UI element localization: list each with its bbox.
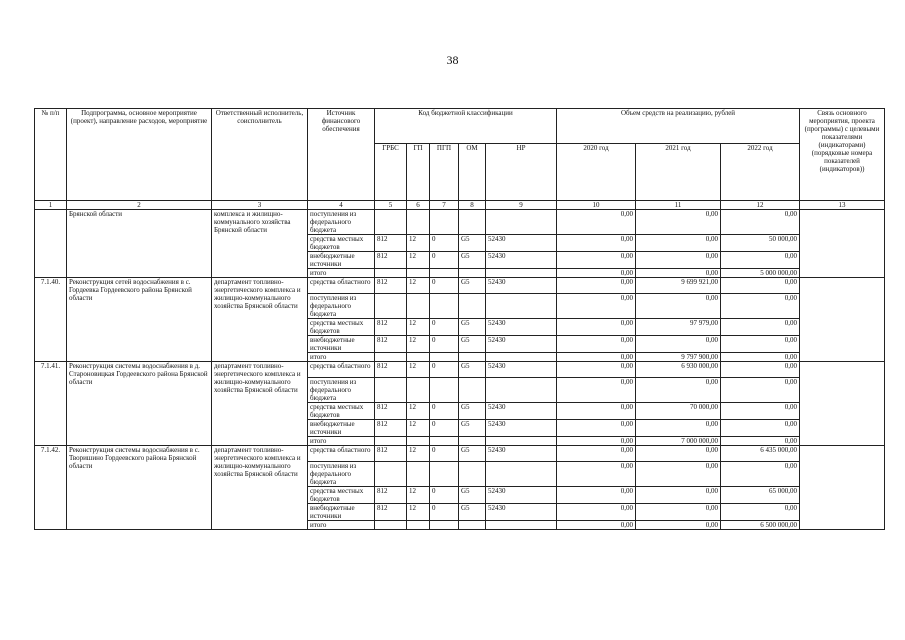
pgp-code — [430, 353, 459, 362]
gp-code — [407, 378, 430, 403]
column-number: 2 — [67, 201, 212, 210]
column-number: 6 — [407, 201, 430, 210]
amount-2022: 0,00 — [721, 336, 800, 353]
pgp-code: 0 — [430, 403, 459, 420]
funding-source: внебюджетные источники — [308, 420, 375, 437]
np-code — [486, 269, 557, 278]
item-number: 7.1.41. — [35, 362, 67, 446]
funding-source: средства местных бюджетов — [308, 403, 375, 420]
gp-code: 12 — [407, 446, 430, 462]
column-number: 12 — [721, 201, 800, 210]
amount-2020: 0,00 — [557, 378, 636, 403]
grbs-code — [375, 210, 407, 235]
funding-source: итого — [308, 269, 375, 278]
column-number: 1 — [35, 201, 67, 210]
gp-code: 12 — [407, 487, 430, 504]
grbs-code — [375, 521, 407, 530]
amount-2020: 0,00 — [557, 252, 636, 269]
header-2021: 2021 год — [636, 144, 721, 201]
amount-2021: 0,00 — [636, 294, 721, 319]
amount-2021: 9 699 921,00 — [636, 278, 721, 294]
np-code: 52430 — [486, 446, 557, 462]
np-code: 52430 — [486, 336, 557, 353]
grbs-code: 812 — [375, 446, 407, 462]
table-body — [35, 210, 885, 530]
amount-2020: 0,00 — [557, 278, 636, 294]
grbs-code: 812 — [375, 319, 407, 336]
header-budget-code: Код бюджетной классификации — [375, 109, 557, 144]
funding-source: поступления из федерального бюджета — [308, 210, 375, 235]
header-gp: ГП — [407, 144, 430, 201]
column-number: 13 — [800, 201, 885, 210]
amount-2021: 0,00 — [636, 487, 721, 504]
funding-source: средства областного — [308, 278, 375, 294]
np-code: 52430 — [486, 235, 557, 252]
grbs-code: 812 — [375, 420, 407, 437]
gp-code — [407, 462, 430, 487]
grbs-code — [375, 353, 407, 362]
om-code: G5 — [459, 420, 486, 437]
grbs-code — [375, 269, 407, 278]
amount-2021: 0,00 — [636, 378, 721, 403]
gp-code: 12 — [407, 235, 430, 252]
item-number: 7.1.42. — [35, 446, 67, 530]
grbs-code: 812 — [375, 487, 407, 504]
amount-2021: 0,00 — [636, 235, 721, 252]
om-code: G5 — [459, 487, 486, 504]
column-numbers-row — [35, 201, 885, 210]
om-code — [459, 294, 486, 319]
np-code — [486, 437, 557, 446]
amount-2020: 0,00 — [557, 521, 636, 530]
column-number: 8 — [459, 201, 486, 210]
amount-2021: 0,00 — [636, 252, 721, 269]
amount-2022: 5 000 000,00 — [721, 269, 800, 278]
budget-table — [34, 108, 885, 530]
pgp-code: 0 — [430, 278, 459, 294]
column-number: 3 — [212, 201, 308, 210]
np-code — [486, 462, 557, 487]
amount-2022: 0,00 — [721, 437, 800, 446]
amount-2021: 7 000 000,00 — [636, 437, 721, 446]
item-number: 7.1.40. — [35, 278, 67, 362]
column-number: 4 — [308, 201, 375, 210]
om-code — [459, 353, 486, 362]
header-om: ОМ — [459, 144, 486, 201]
amount-2020: 0,00 — [557, 504, 636, 521]
om-code — [459, 210, 486, 235]
header-executor: Ответственный исполнитель, соисполнитель — [212, 109, 308, 201]
pgp-code: 0 — [430, 319, 459, 336]
table-row — [35, 278, 885, 294]
amount-2020: 0,00 — [557, 437, 636, 446]
amount-2022: 0,00 — [721, 403, 800, 420]
amount-2021: 6 930 000,00 — [636, 362, 721, 378]
grbs-code: 812 — [375, 278, 407, 294]
header-num: № п/п — [35, 109, 67, 201]
om-code — [459, 521, 486, 530]
np-code: 52430 — [486, 319, 557, 336]
amount-2022: 0,00 — [721, 420, 800, 437]
np-code: 52430 — [486, 252, 557, 269]
gp-code — [407, 521, 430, 530]
om-code: G5 — [459, 403, 486, 420]
om-code — [459, 437, 486, 446]
amount-2020: 0,00 — [557, 269, 636, 278]
om-code — [459, 269, 486, 278]
column-number: 10 — [557, 201, 636, 210]
grbs-code: 812 — [375, 362, 407, 378]
om-code: G5 — [459, 252, 486, 269]
amount-2021: 0,00 — [636, 420, 721, 437]
amount-2021: 70 000,00 — [636, 403, 721, 420]
amount-2022: 0,00 — [721, 278, 800, 294]
amount-2022: 50 000,00 — [721, 235, 800, 252]
amount-2022: 0,00 — [721, 462, 800, 487]
grbs-code: 812 — [375, 235, 407, 252]
amount-2022: 0,00 — [721, 362, 800, 378]
item-executor: департамент топливно-энергетического комплекса и жилищно-коммунального хозяйства Брянской области — [212, 362, 308, 446]
gp-code — [407, 353, 430, 362]
funding-source: итого — [308, 353, 375, 362]
gp-code: 12 — [407, 504, 430, 521]
amount-2021: 0,00 — [636, 210, 721, 235]
funding-source: поступления из федерального бюджета — [308, 462, 375, 487]
amount-2021: 97 979,00 — [636, 319, 721, 336]
gp-code: 12 — [407, 278, 430, 294]
np-code: 52430 — [486, 504, 557, 521]
gp-code: 12 — [407, 252, 430, 269]
amount-2022: 0,00 — [721, 294, 800, 319]
grbs-code — [375, 437, 407, 446]
gp-code: 12 — [407, 319, 430, 336]
item-executor: департамент топливно-энергетического комплекса и жилищно-коммунального хозяйства Брянской области — [212, 278, 308, 362]
amount-2020: 0,00 — [557, 353, 636, 362]
gp-code: 12 — [407, 336, 430, 353]
header-2020: 2020 год — [557, 144, 636, 201]
grbs-code: 812 — [375, 403, 407, 420]
amount-2020: 0,00 — [557, 487, 636, 504]
np-code: 52430 — [486, 487, 557, 504]
amount-2020: 0,00 — [557, 319, 636, 336]
grbs-code: 812 — [375, 252, 407, 269]
item-name: Реконструкция системы водоснабжения в с. Творишино Гордеевского района Брянской области — [67, 446, 212, 530]
amount-2022: 0,00 — [721, 252, 800, 269]
column-number: 9 — [486, 201, 557, 210]
funding-source: внебюджетные источники — [308, 336, 375, 353]
amount-2020: 0,00 — [557, 446, 636, 462]
column-number: 5 — [375, 201, 407, 210]
gp-code — [407, 437, 430, 446]
pgp-code — [430, 294, 459, 319]
grbs-code: 812 — [375, 336, 407, 353]
funding-source: итого — [308, 437, 375, 446]
pgp-code — [430, 269, 459, 278]
amount-2020: 0,00 — [557, 294, 636, 319]
header-source: Источник финансового обеспечения — [308, 109, 375, 201]
om-code: G5 — [459, 504, 486, 521]
amount-2021: 0,00 — [636, 446, 721, 462]
pgp-code — [430, 378, 459, 403]
pgp-code: 0 — [430, 252, 459, 269]
amount-2021: 9 797 900,00 — [636, 353, 721, 362]
pgp-code — [430, 462, 459, 487]
amount-2022: 6 435 000,00 — [721, 446, 800, 462]
item-number — [35, 210, 67, 278]
amount-2022: 0,00 — [721, 319, 800, 336]
item-name: Брянской области — [67, 210, 212, 278]
amount-2021: 0,00 — [636, 269, 721, 278]
amount-2021: 0,00 — [636, 336, 721, 353]
grbs-code — [375, 462, 407, 487]
gp-code — [407, 294, 430, 319]
om-code: G5 — [459, 362, 486, 378]
pgp-code — [430, 210, 459, 235]
header-volume: Объем средств на реализацию, рублей — [557, 109, 800, 144]
funding-source: средства местных бюджетов — [308, 319, 375, 336]
amount-2022: 0,00 — [721, 504, 800, 521]
page-number: 38 — [446, 53, 459, 67]
np-code — [486, 378, 557, 403]
om-code: G5 — [459, 319, 486, 336]
pgp-code — [430, 521, 459, 530]
funding-source: средства местных бюджетов — [308, 487, 375, 504]
item-name: Реконструкция системы водоснабжения в д. Староновицкая Гордеевского района Брянской области — [67, 362, 212, 446]
gp-code — [407, 210, 430, 235]
om-code: G5 — [459, 446, 486, 462]
amount-2020: 0,00 — [557, 336, 636, 353]
amount-2022: 0,00 — [721, 378, 800, 403]
amount-2020: 0,00 — [557, 235, 636, 252]
np-code: 52430 — [486, 362, 557, 378]
om-code: G5 — [459, 278, 486, 294]
indicator-link — [800, 210, 885, 278]
pgp-code: 0 — [430, 446, 459, 462]
grbs-code: 812 — [375, 504, 407, 521]
np-code: 52430 — [486, 420, 557, 437]
om-code — [459, 462, 486, 487]
table-row — [35, 446, 885, 462]
funding-source: внебюджетные источники — [308, 504, 375, 521]
amount-2020: 0,00 — [557, 210, 636, 235]
amount-2022: 0,00 — [721, 353, 800, 362]
grbs-code — [375, 378, 407, 403]
amount-2020: 0,00 — [557, 362, 636, 378]
funding-source: поступления из федерального бюджета — [308, 294, 375, 319]
pgp-code: 0 — [430, 235, 459, 252]
amount-2022: 0,00 — [721, 210, 800, 235]
header-pgp: ПГП — [430, 144, 459, 201]
om-code: G5 — [459, 336, 486, 353]
om-code — [459, 378, 486, 403]
funding-source: внебюджетные источники — [308, 252, 375, 269]
amount-2020: 0,00 — [557, 420, 636, 437]
funding-source: итого — [308, 521, 375, 530]
pgp-code: 0 — [430, 362, 459, 378]
amount-2020: 0,00 — [557, 403, 636, 420]
amount-2021: 0,00 — [636, 504, 721, 521]
header-2022: 2022 год — [721, 144, 800, 201]
funding-source: средства областного — [308, 446, 375, 462]
np-code — [486, 353, 557, 362]
indicator-link — [800, 278, 885, 362]
column-number: 11 — [636, 201, 721, 210]
np-code: 52430 — [486, 278, 557, 294]
gp-code — [407, 269, 430, 278]
grbs-code — [375, 294, 407, 319]
np-code: 52430 — [486, 403, 557, 420]
header-np: НР — [486, 144, 557, 201]
pgp-code — [430, 437, 459, 446]
amount-2022: 6 500 000,00 — [721, 521, 800, 530]
gp-code: 12 — [407, 362, 430, 378]
item-executor: комплекса и жилищно-коммунального хозяйства Брянской области — [212, 210, 308, 278]
header-grbs: ГРБС — [375, 144, 407, 201]
pgp-code: 0 — [430, 487, 459, 504]
header-link: Связь основного мероприятия, проекта (программы) с целевыми показателями (индикаторами) (порядковые номера показателей (индикаторов)) — [800, 109, 885, 201]
indicator-link — [800, 362, 885, 446]
item-executor: департамент топливно-энергетического комплекса и жилищно-коммунального хозяйства Брянской области — [212, 446, 308, 530]
np-code — [486, 294, 557, 319]
pgp-code: 0 — [430, 336, 459, 353]
indicator-link — [800, 446, 885, 530]
om-code: G5 — [459, 235, 486, 252]
table-row — [35, 210, 885, 235]
gp-code: 12 — [407, 420, 430, 437]
column-number: 7 — [430, 201, 459, 210]
pgp-code: 0 — [430, 420, 459, 437]
header-subprogram: Подпрограмма, основное мероприятие (проект), направление расходов, мероприятие — [67, 109, 212, 201]
pgp-code: 0 — [430, 504, 459, 521]
np-code — [486, 210, 557, 235]
funding-source: средства местных бюджетов — [308, 235, 375, 252]
np-code — [486, 521, 557, 530]
funding-source: средства областного — [308, 362, 375, 378]
gp-code: 12 — [407, 403, 430, 420]
item-name: Реконструкция сетей водоснабжения в с. Гордеевка Гордеевского района Брянской области — [67, 278, 212, 362]
amount-2021: 0,00 — [636, 521, 721, 530]
funding-source: поступления из федерального бюджета — [308, 378, 375, 403]
table-row — [35, 362, 885, 378]
amount-2022: 65 000,00 — [721, 487, 800, 504]
amount-2021: 0,00 — [636, 462, 721, 487]
amount-2020: 0,00 — [557, 462, 636, 487]
